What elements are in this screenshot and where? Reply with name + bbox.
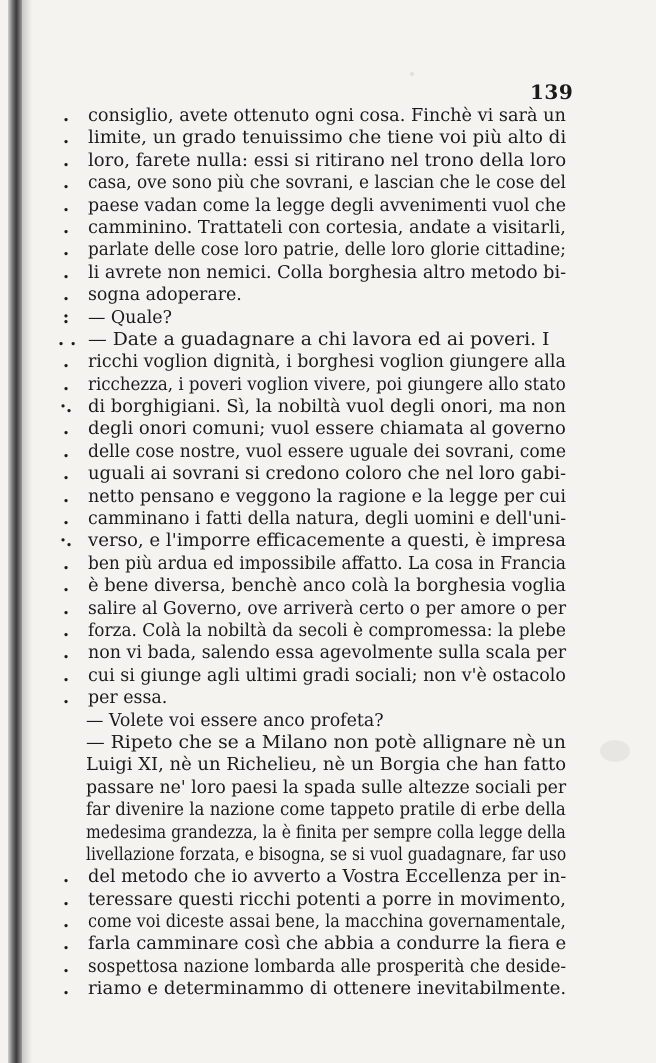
text-line (0, 710, 656, 732)
text-line (0, 777, 656, 799)
text-line (0, 127, 656, 149)
line-text: verso, e l'imporre efficacemente a questi, è impresa (88, 531, 566, 552)
margin-marker: . (62, 128, 70, 149)
text-line (0, 933, 656, 955)
margin-marker: . (62, 173, 70, 194)
margin-marker: . (62, 195, 70, 216)
line-text: paese vadan come la legge degli avvenimenti vuol che (88, 195, 567, 216)
margin-marker: . (62, 464, 70, 485)
margin-marker: . (62, 956, 70, 977)
line-text: di borghigiani. Sì, la nobiltà vuol degli onori, ma non (88, 397, 566, 418)
text-line (0, 978, 656, 1000)
line-text: salire al Governo, ove arriverà certo o per amore o per (88, 598, 567, 619)
line-text: sogna adoperare. (88, 285, 242, 306)
text-line (0, 329, 656, 351)
line-text: ricchi voglion dignità, i borghesi voglion giungere alla (88, 352, 566, 373)
margin-marker: . (62, 576, 70, 597)
paper-speck (410, 72, 414, 76)
line-text: teressare questi ricchi potenti a porre in movimento, (88, 889, 566, 910)
page-number: 139 (530, 80, 574, 104)
line-text: camminano i fatti della natura, degli uomini e dell'uni- (88, 509, 567, 530)
text-line (0, 486, 656, 508)
text-line (0, 530, 656, 552)
text-line (0, 307, 656, 329)
text-line (0, 687, 656, 709)
text-line (0, 463, 656, 485)
margin-marker: . (62, 374, 70, 395)
margin-marker: . (62, 912, 70, 933)
text-line (0, 508, 656, 530)
margin-marker: . (62, 979, 70, 1000)
text-line (0, 911, 656, 933)
text-line (0, 620, 656, 642)
margin-marker: . (62, 553, 70, 574)
text-line (0, 262, 656, 284)
line-text: non vi bada, salendo essa agevolmente sulla scala per (88, 643, 567, 664)
margin-marker: . (62, 285, 70, 306)
body-text (0, 105, 656, 1001)
line-text: come voi diceste assai bene, la macchina governamentale, (88, 912, 566, 933)
line-text: uguali ai sovrani si credono coloro che nel loro gabi- (88, 464, 567, 485)
margin-marker: . (62, 643, 70, 664)
line-text: sospettosa nazione lombarda alle prosperità che deside- (88, 956, 567, 977)
text-line (0, 239, 656, 261)
line-text: loro, farete nulla: essi si ritirano nel trono della loro (88, 150, 567, 171)
line-text: li avrete non nemici. Colla borghesia altro metodo bi- (88, 262, 567, 283)
text-line (0, 822, 656, 844)
line-text: limite, un grado tenuissimo che tiene voi più alto di (88, 128, 567, 149)
line-text: ricchezza, i poveri voglion vivere, poi giungere allo stato (88, 374, 566, 395)
margin-marker: . (62, 106, 70, 126)
line-text: forza. Colà la nobiltà da secoli è compromessa: la plebe (88, 620, 566, 641)
text-line (0, 642, 656, 664)
text-line (0, 195, 656, 217)
line-text: Luigi XI, nè un Richelieu, nè un Borgia che han fatto (86, 755, 567, 776)
text-line (0, 732, 656, 754)
line-text: è bene diversa, benchè anco colà la borghesia voglia (88, 576, 566, 597)
line-text: livellazione forzata, e bisogna, se si vuol guadagnare, far uso (86, 844, 567, 865)
line-text: camminino. Trattateli con cortesia, andate a visitarli, (88, 217, 566, 238)
line-text: — Quale? (88, 307, 172, 328)
line-text: riamo e determinammo di ottenere inevitabilmente. (88, 979, 567, 1000)
margin-marker: . (62, 486, 70, 507)
text-line (0, 441, 656, 463)
line-text: ben più ardua ed impossibile affatto. La cosa in Francia (88, 553, 567, 574)
line-text: farla camminare così che abbia a condurre la fiera e (88, 934, 567, 955)
margin-marker: . (62, 598, 70, 619)
text-line (0, 418, 656, 440)
line-text: passare ne' loro paesi la spada sulle altezze sociali per (86, 777, 567, 798)
margin-marker: . (62, 441, 70, 462)
margin-marker: . (62, 934, 70, 955)
text-line (0, 553, 656, 575)
line-text: consiglio, avete ottenuto ogni cosa. Finchè vi sarà un (88, 106, 566, 126)
margin-marker: ·. (59, 397, 73, 418)
text-line (0, 665, 656, 687)
line-text: — Volete voi essere anco profeta? (86, 710, 384, 731)
line-text: del metodo che io avverto a Vostra Eccellenza per in- (88, 867, 567, 888)
paper-stain (600, 740, 630, 762)
margin-marker: . (62, 620, 70, 641)
text-line (0, 150, 656, 172)
margin-marker: . (62, 867, 70, 888)
text-line (0, 374, 656, 396)
text-line (0, 575, 656, 597)
text-line (0, 396, 656, 418)
line-text: degli onori comuni; vuol essere chiamata al governo (88, 419, 566, 440)
text-line (0, 956, 656, 978)
margin-marker: ·. (59, 531, 73, 552)
line-text: casa, ove sono più che sovrani, e lascian che le cose del (88, 173, 566, 194)
line-text: delle cose nostre, vuol essere uguale dei sovrani, come (88, 441, 566, 462)
text-line (0, 866, 656, 888)
text-line (0, 284, 656, 306)
margin-marker: . . (58, 329, 77, 350)
line-text: per essa. (88, 688, 168, 709)
text-line (0, 598, 656, 620)
line-text: — Date a guadagnare a chi lavora ed ai poveri. I (88, 329, 550, 350)
margin-marker: . (62, 665, 70, 686)
margin-marker: . (62, 262, 70, 283)
text-line (0, 799, 656, 821)
line-text: netto pensano e veggono la ragione e la legge per cui (88, 486, 567, 507)
text-line (0, 754, 656, 776)
text-line (0, 105, 656, 127)
margin-marker: . (62, 240, 70, 261)
text-line (0, 217, 656, 239)
margin-marker: . (62, 217, 70, 238)
margin-marker: . (62, 889, 70, 910)
line-text: cui si giunge agli ultimi gradi sociali; non v'è ostacolo (88, 665, 566, 686)
line-text: far divenire la nazione come tappeto pratile di erbe della (86, 800, 566, 821)
margin-marker: . (62, 352, 70, 373)
margin-marker: . (62, 509, 70, 530)
text-line (0, 844, 656, 866)
margin-marker: : (62, 307, 70, 328)
margin-marker: . (62, 150, 70, 171)
line-text: — Ripeto che se a Milano non potè allignare nè un (86, 732, 566, 753)
paper-speck (560, 360, 563, 363)
margin-marker: . (62, 419, 70, 440)
line-text: medesima grandezza, la è finita per sempre colla legge della (86, 822, 566, 843)
text-line (0, 889, 656, 911)
margin-marker: . (62, 688, 70, 709)
line-text: parlate delle cose loro patrie, delle loro glorie cittadine; (88, 240, 566, 261)
text-line (0, 351, 656, 373)
text-line (0, 172, 656, 194)
